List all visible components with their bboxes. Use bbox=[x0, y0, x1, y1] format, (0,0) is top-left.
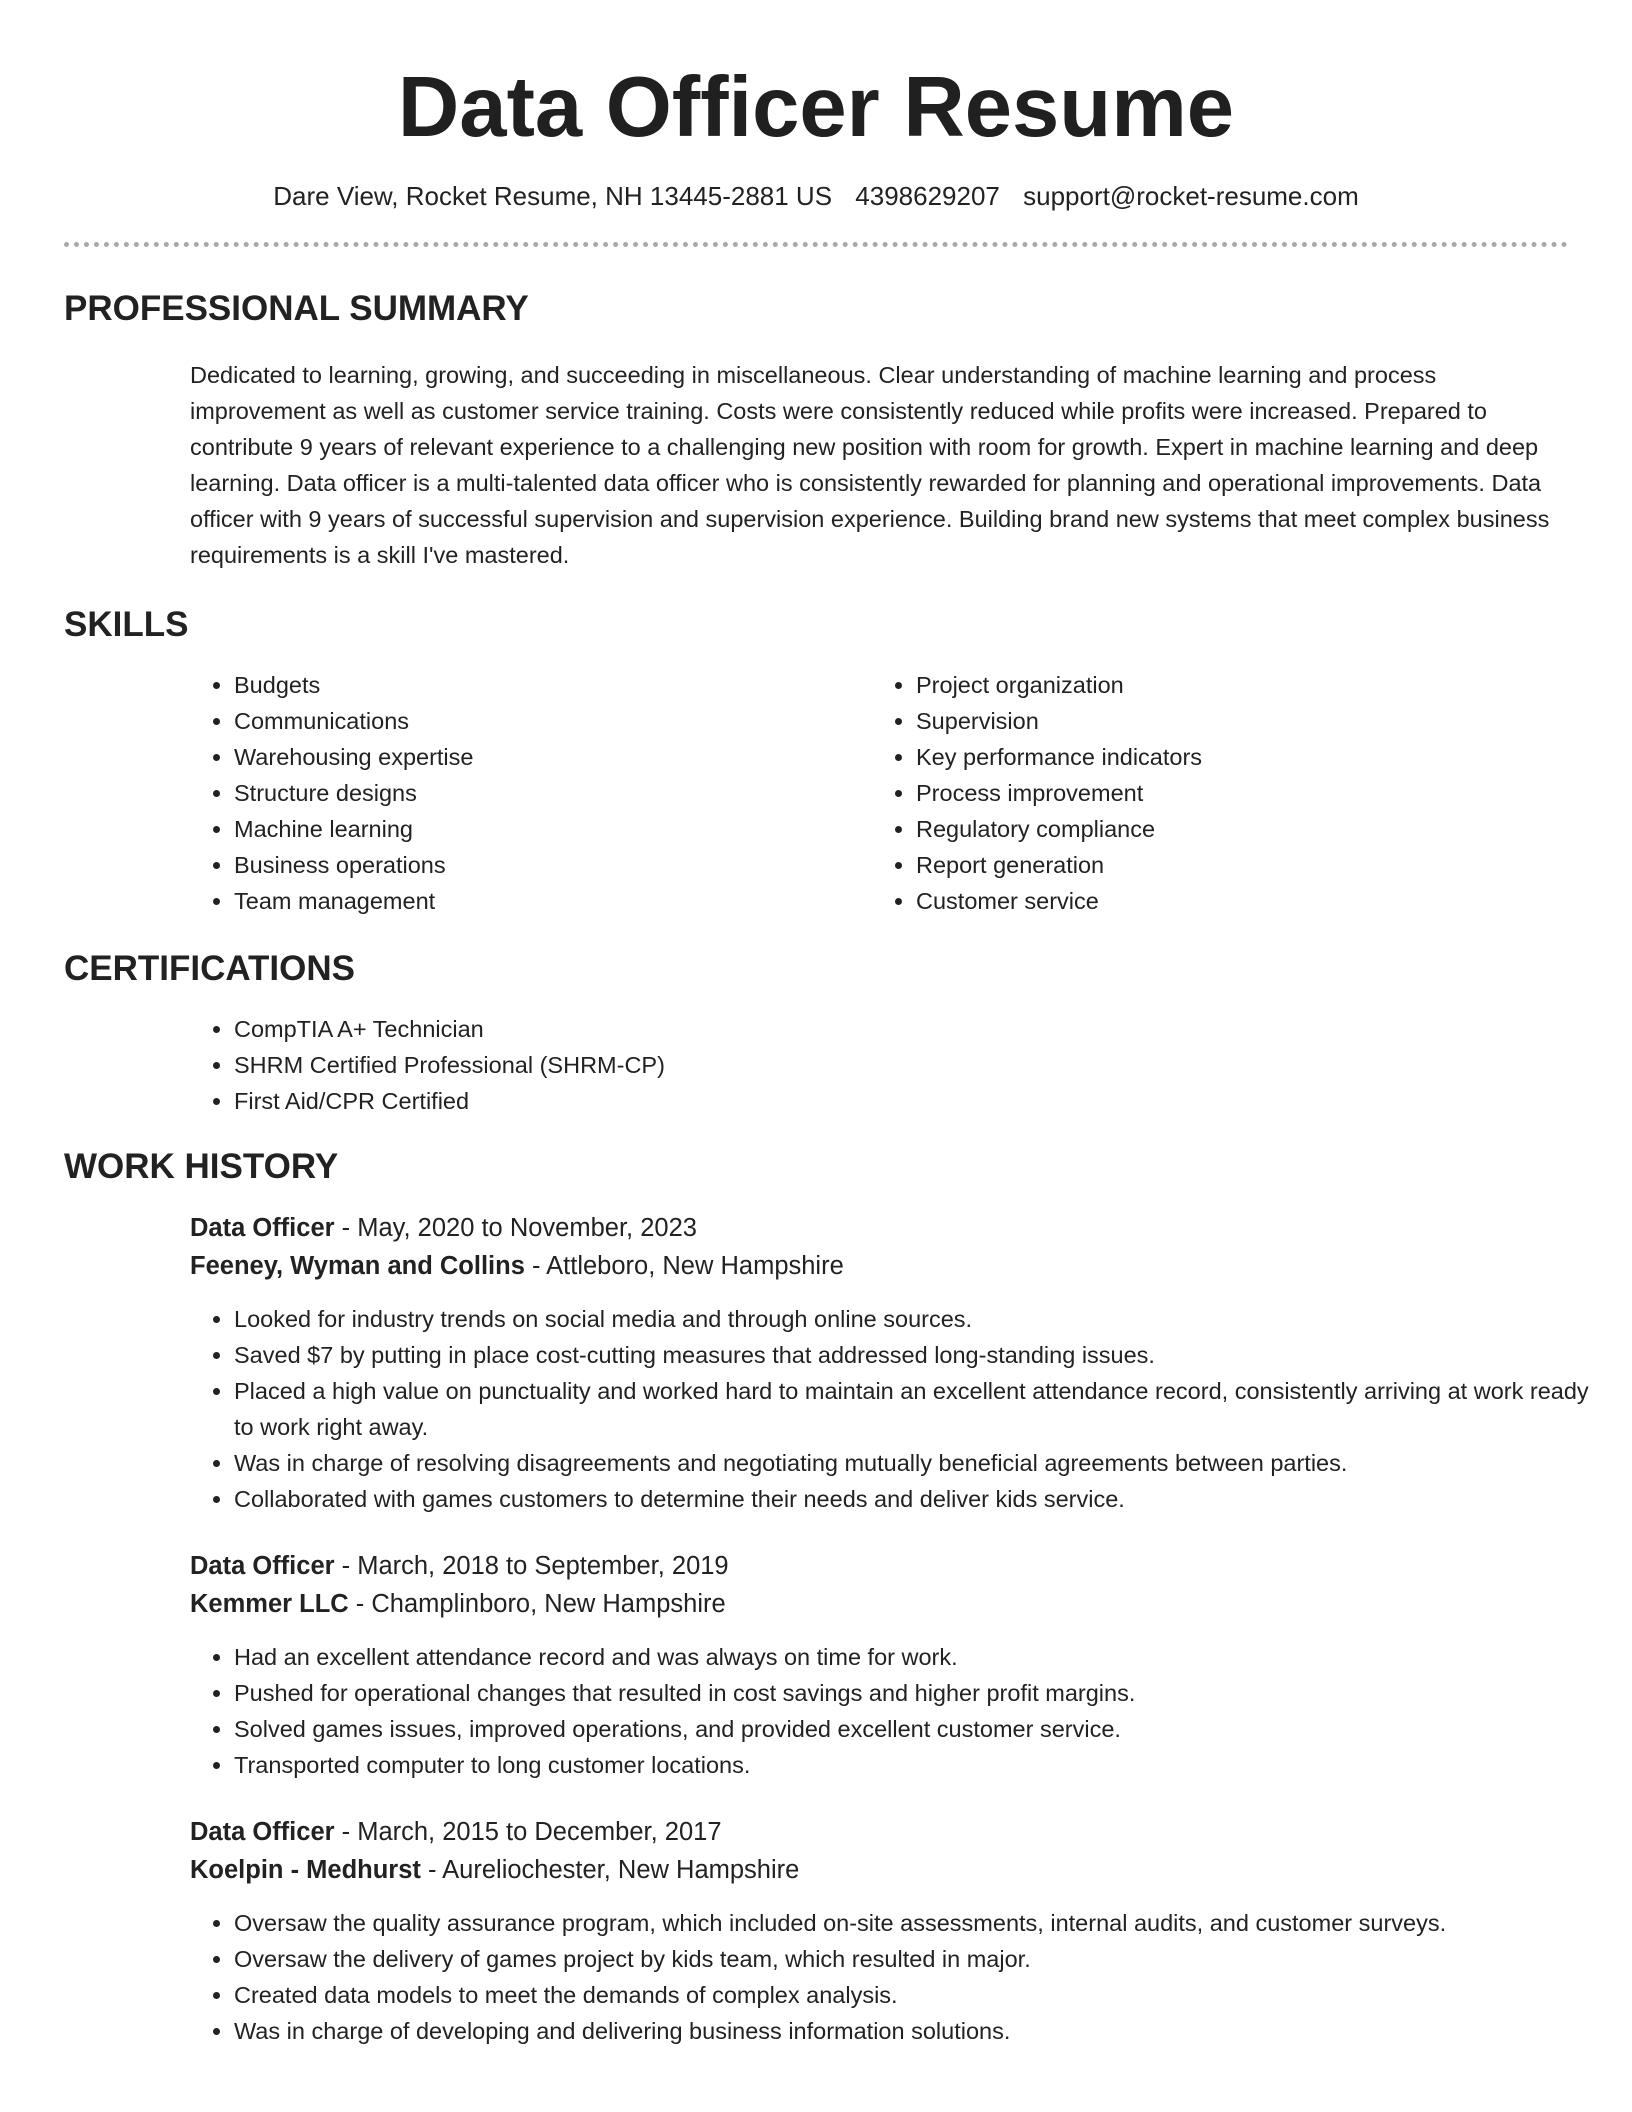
contact-address: Dare View, Rocket Resume, NH 13445-2881 US bbox=[273, 181, 833, 211]
resume-page bbox=[64, 0, 1589, 2049]
job-location: - Attleboro, New Hampshire bbox=[524, 1252, 844, 1280]
skills-columns bbox=[190, 667, 1568, 919]
page-title: Data Officer Resume bbox=[397, 60, 1235, 155]
certification-item: • SHRM Certified Professional (SHRM-CP) bbox=[234, 1047, 1568, 1083]
skill-item: • Supervision bbox=[916, 703, 1552, 739]
skill-item: • Warehousing expertise bbox=[234, 739, 870, 775]
skill-item: • Team management bbox=[234, 883, 870, 919]
job-bullet: • Oversaw the quality assurance program, which included on-site assessments, internal audits, and customer surveys. bbox=[234, 1905, 1614, 1941]
skills-column-left bbox=[190, 667, 870, 919]
summary-section bbox=[64, 287, 1568, 573]
job-bullets bbox=[190, 1639, 1614, 1783]
job-role: Data Officer bbox=[190, 1552, 335, 1580]
job-bullet: • Created data models to meet the demands of complex analysis. bbox=[234, 1977, 1614, 2013]
skill-item: • Machine learning bbox=[234, 811, 870, 847]
job-bullet: • Pushed for operational changes that resulted in cost savings and higher profit margins. bbox=[234, 1675, 1614, 1711]
job-bullet: • Was in charge of developing and delivering business information solutions. bbox=[234, 2013, 1614, 2049]
skill-item: • Communications bbox=[234, 703, 870, 739]
job-bullets bbox=[190, 1905, 1614, 2049]
contact-email: support@rocket-resume.com bbox=[1023, 181, 1359, 211]
skills-column-right bbox=[872, 667, 1552, 919]
job-location: - Champlinboro, New Hampshire bbox=[348, 1590, 726, 1618]
job-bullet: • Had an excellent attendance record and was always on time for work. bbox=[234, 1639, 1614, 1675]
skill-item: • Report generation bbox=[916, 847, 1552, 883]
skill-item: • Regulatory compliance bbox=[916, 811, 1552, 847]
skill-item: • Customer service bbox=[916, 883, 1552, 919]
work-history-heading: WORK HISTORY bbox=[64, 1147, 339, 1186]
certifications-section bbox=[64, 947, 1568, 1119]
skill-item: • Key performance indicators bbox=[916, 739, 1552, 775]
job-bullet: • Looked for industry trends on social media and through online sources. bbox=[234, 1301, 1614, 1337]
job-dates: - March, 2015 to December, 2017 bbox=[334, 1818, 722, 1846]
job-title-line bbox=[190, 1813, 1568, 1851]
job-company: Kemmer LLC bbox=[190, 1590, 349, 1618]
job-company-line bbox=[190, 1585, 1568, 1623]
certification-item: • First Aid/CPR Certified bbox=[234, 1083, 1568, 1119]
job-company-line bbox=[190, 1247, 1568, 1285]
job-bullets bbox=[190, 1301, 1614, 1517]
certifications-list bbox=[190, 1011, 1568, 1119]
job-title-line bbox=[190, 1547, 1568, 1585]
skills-section bbox=[64, 603, 1568, 919]
job-company-line bbox=[190, 1851, 1568, 1889]
job-entry bbox=[190, 1547, 1568, 1783]
summary-heading: PROFESSIONAL SUMMARY bbox=[64, 289, 529, 328]
job-bullet: • Solved games issues, improved operations, and provided excellent customer service. bbox=[234, 1711, 1614, 1747]
job-dates: - March, 2018 to September, 2019 bbox=[334, 1552, 729, 1580]
skills-heading: SKILLS bbox=[64, 605, 189, 644]
job-bullet: • Oversaw the delivery of games project by kids team, which resulted in major. bbox=[234, 1941, 1614, 1977]
job-bullet: • Placed a high value on punctuality and worked hard to maintain an excellent attendance record, consistently arriving at work ready to work right away. bbox=[234, 1373, 1614, 1445]
job-bullet: • Saved $7 by putting in place cost-cutting measures that addressed long-standing issues. bbox=[234, 1337, 1614, 1373]
skill-item: • Budgets bbox=[234, 667, 870, 703]
job-role: Data Officer bbox=[190, 1818, 335, 1846]
job-company: Feeney, Wyman and Collins bbox=[190, 1252, 525, 1280]
job-role: Data Officer bbox=[190, 1214, 335, 1242]
skill-item: • Process improvement bbox=[916, 775, 1552, 811]
header-divider bbox=[64, 242, 1568, 247]
job-dates: - May, 2020 to November, 2023 bbox=[334, 1214, 697, 1242]
job-entry bbox=[190, 1209, 1589, 1517]
job-bullet: • Transported computer to long customer locations. bbox=[234, 1747, 1614, 1783]
job-company: Koelpin - Medhurst bbox=[190, 1856, 421, 1884]
contact-phone: 4398629207 bbox=[855, 181, 1000, 211]
job-entry bbox=[190, 1813, 1568, 2049]
skill-item: • Project organization bbox=[916, 667, 1552, 703]
skill-item: • Structure designs bbox=[234, 775, 870, 811]
skill-item: • Business operations bbox=[234, 847, 870, 883]
job-bullet: • Collaborated with games customers to determine their needs and deliver kids service. bbox=[234, 1481, 1614, 1517]
job-location: - Aureliochester, New Hampshire bbox=[420, 1856, 800, 1884]
work-history-section bbox=[64, 1145, 1589, 2049]
certification-item: • CompTIA A+ Technician bbox=[234, 1011, 1568, 1047]
job-title-line bbox=[190, 1209, 1568, 1247]
certifications-heading: CERTIFICATIONS bbox=[64, 949, 356, 988]
job-bullet: • Was in charge of resolving disagreements and negotiating mutually beneficial agreements between parties. bbox=[234, 1445, 1614, 1481]
summary-text: Dedicated to learning, growing, and succeeding in miscellaneous. Clear understanding of machine learning and process improvement as well as customer service training. Costs were consistently reduced while profits were increased. Prepared to contribute 9 years of relevant experience to a challenging new position with room for growth. Expert in machine learning and deep learning. Data officer is a multi-talented data officer who is consistently rewarded for planning and operational improvements. Data officer with 9 years of successful supervision and supervision experience. Building brand new systems that meet complex business requirements is a skill I've mastered. bbox=[190, 362, 1550, 568]
contact-line bbox=[64, 178, 1568, 214]
